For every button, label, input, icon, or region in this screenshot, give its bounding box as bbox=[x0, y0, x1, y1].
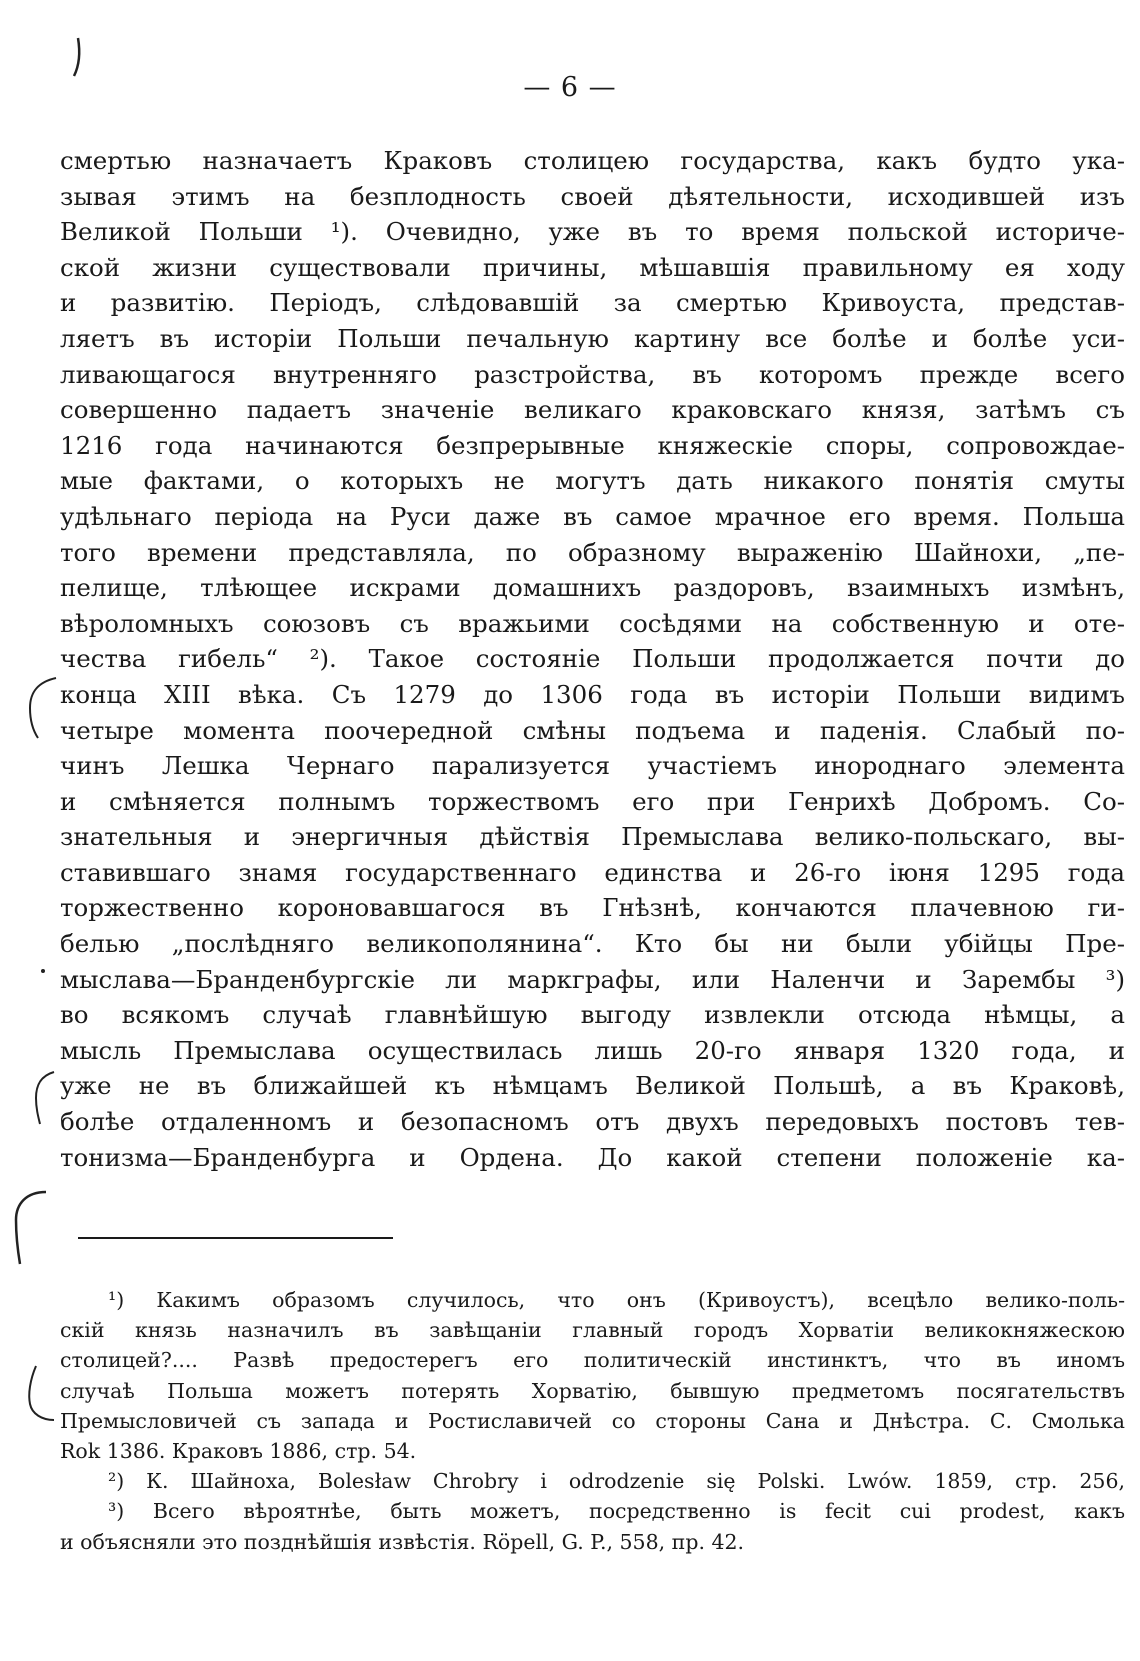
text-line: знательныя и энергичныя дѣйствія Премыслава велико-польскаго, вы- bbox=[60, 822, 1125, 852]
text-line: ляетъ въ исторіи Польши печальную картину все болѣе и болѣе уси- bbox=[60, 323, 1125, 353]
page-number: — 6 — bbox=[523, 72, 617, 103]
text-line: белью „послѣдняго великополянина“. Кто бы ни были убійцы Пре- bbox=[60, 929, 1125, 959]
text-line: зывая этимъ на безплодность своей дѣятельности, исходившей изъ bbox=[60, 181, 1125, 211]
footnote-2-line: ²) К. Шайноха, Bolesław Chrobry i odrodzenie się Polski. Lwów. 1859, стр. 256, bbox=[108, 1469, 1125, 1494]
text-line: чества гибель“ ²). Такое состояніе Польши продолжается почти до bbox=[60, 644, 1125, 674]
pencil-bracket-icon bbox=[16, 1364, 56, 1424]
text-line: мые фактами, о которыхъ не могутъ дать никакого понятія смуты bbox=[60, 466, 1125, 496]
text-line: во всякомъ случаѣ главнѣйшую выгоду извлекли отсюда нѣмцы, а bbox=[60, 1000, 1125, 1030]
pencil-bracket-icon bbox=[18, 672, 58, 742]
footnote-1-line: Rok 1386. Краковъ 1886, стр. 54. bbox=[60, 1438, 417, 1463]
text-line: Великой Польши ¹). Очевидно, уже въ то время польской историче- bbox=[60, 217, 1125, 247]
footnote-3-line: ³) Всего вѣроятнѣе, быть можетъ, посредственно is fecit cui prodest, какъ bbox=[108, 1499, 1125, 1524]
footnotes bbox=[60, 1285, 1125, 1557]
text-line: тонизма—Бранденбурга и Ордена. До какой степени положеніе ка- bbox=[60, 1142, 1125, 1172]
text-line: торжественно короновавшагося въ Гнѣзнѣ, кончаются плачевною ги- bbox=[60, 893, 1125, 923]
text-line: и развитію. Періодъ, слѣдовавшій за смертью Кривоуста, представ- bbox=[60, 288, 1125, 318]
pencil-bracket-icon bbox=[26, 1068, 56, 1128]
text-line: мысль Премыслава осуществилась лишь 20-го января 1320 года, и bbox=[60, 1035, 1125, 1065]
text-line: совершенно падаетъ значеніе великаго краковскаго князя, затѣмъ съ bbox=[60, 395, 1125, 425]
footnote-3-line: и объясняли это позднѣйшія извѣстія. Röpell, G. P., 558, пр. 42. bbox=[60, 1529, 745, 1554]
pencil-bracket-icon bbox=[4, 1186, 48, 1266]
text-line: чинъ Лешка Чернаго парализуется участіемъ инороднаго элемента bbox=[60, 751, 1125, 781]
footnote-1-line: Премысловичей съ запада и Ростиславичей со стороны Сана и Днѣстра. С. Смолька bbox=[60, 1408, 1125, 1433]
text-line: и смѣняется полнымъ торжествомъ его при Генрихѣ Добромъ. Со- bbox=[60, 786, 1125, 816]
footnote-divider bbox=[78, 1237, 393, 1239]
text-line: удѣльнаго періода на Руси даже въ самое мрачное его время. Польша bbox=[60, 501, 1125, 531]
footnote-1-line: скій князь назначилъ въ завѣщаніи главный городъ Хорватіи великокняжескою bbox=[60, 1318, 1125, 1343]
text-line: вѣроломныхъ союзовъ съ вражьими сосѣдями на собственную и оте- bbox=[60, 608, 1125, 638]
text-line: смертью назначаетъ Краковъ столицею государства, какъ будто ука- bbox=[60, 146, 1125, 175]
text-line: того времени представляла, по образному выраженію Шайнохи, „пе- bbox=[60, 537, 1125, 567]
text-line: ставившаго знамя государственнаго единства и 26-го іюня 1295 года bbox=[60, 857, 1125, 887]
text-line: конца XIII вѣка. Съ 1279 до 1306 года въ исторіи Польши видимъ bbox=[60, 679, 1125, 709]
pencil-mark-top-icon bbox=[66, 36, 86, 82]
text-line: уже не въ ближайшей къ нѣмцамъ Великой Польшѣ, а въ Краковѣ, bbox=[60, 1071, 1125, 1101]
main-text bbox=[60, 143, 1125, 1175]
text-line: ливающагося внутренняго разстройства, въ которомъ прежде всего bbox=[60, 359, 1125, 389]
text-line: четыре момента поочередной смѣны подъема и паденія. Слабый по- bbox=[60, 715, 1125, 745]
text-line: ской жизни существовали причины, мѣшавшія правильному ея ходу bbox=[60, 252, 1125, 282]
text-line: болѣе отдаленномъ и безопасномъ отъ двухъ передовыхъ постовъ тев- bbox=[60, 1107, 1125, 1137]
pencil-tick-icon bbox=[38, 966, 48, 976]
text-line: 1216 года начинаются безпрерывные княжескіе споры, сопровождае- bbox=[60, 430, 1125, 460]
text-line: мыслава—Бранденбургскіе ли маркграфы, или Наленчи и Зарембы ³) bbox=[60, 964, 1125, 994]
footnote-1-line: ¹) Какимъ образомъ случилось, что онъ (Кривоустъ), всецѣло велико-поль- bbox=[108, 1288, 1125, 1312]
footnote-1-line: столицей?.... Развѣ предостерегъ его политическій инстинктъ, что въ иномъ bbox=[60, 1348, 1125, 1373]
text-line: пелище, тлѣющее искрами домашнихъ раздоровъ, взаимныхъ измѣнъ, bbox=[60, 573, 1125, 603]
footnote-1-line: случаѣ Польша можетъ потерять Хорватію, бывшую предметомъ посягательствъ bbox=[60, 1378, 1125, 1403]
